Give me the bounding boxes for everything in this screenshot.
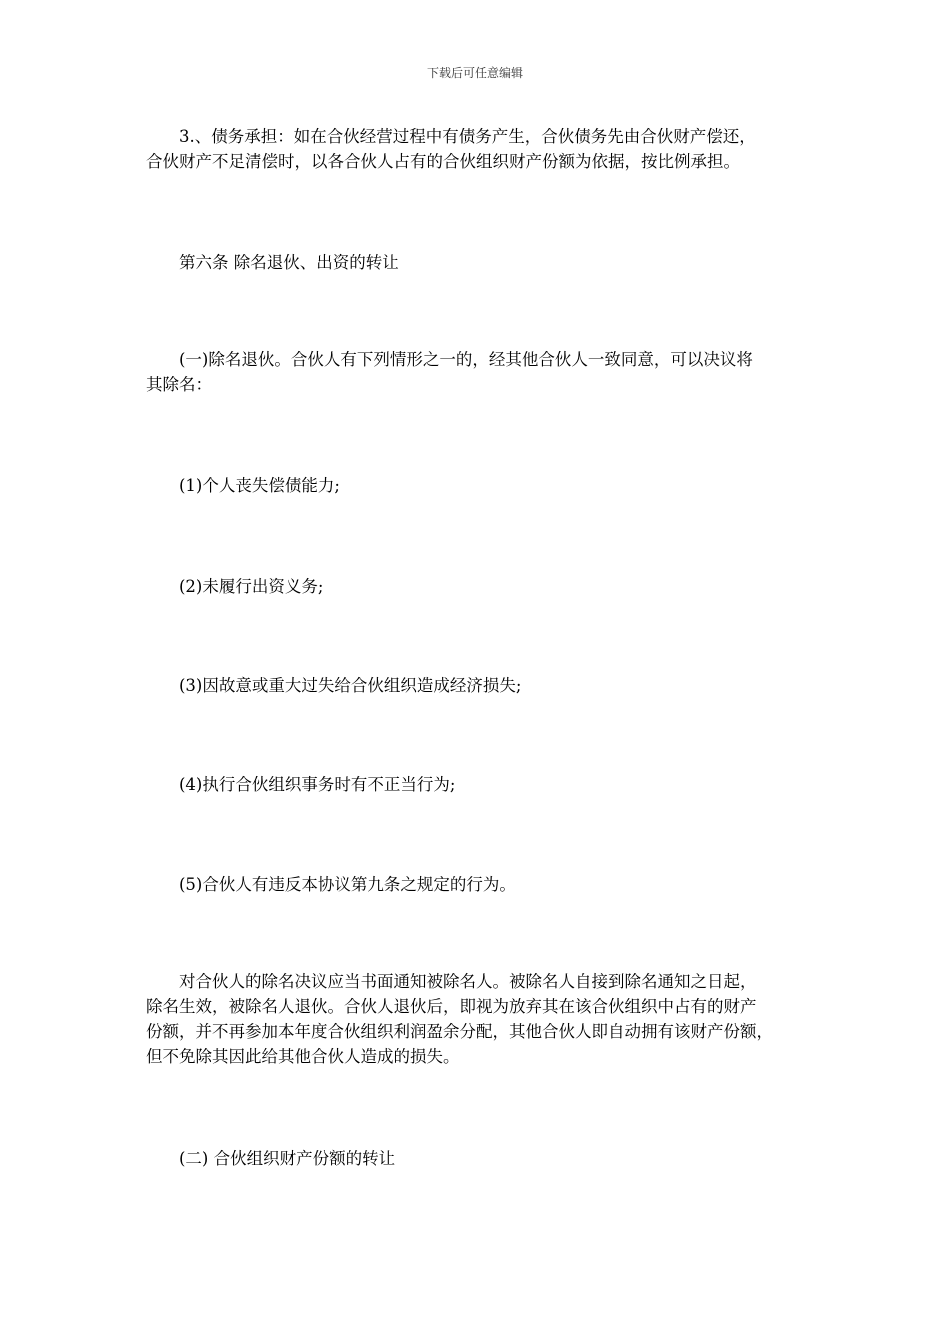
page-header: 下载后可任意编辑 [426, 66, 523, 80]
paragraph-line: (2)未履行出资义务; [179, 577, 324, 596]
paragraph-debt-liability [146, 124, 808, 174]
paragraph-line: 合伙财产不足清偿时，以各合伙人占有的合伙组织财产份额为依据，按比例承担。 [146, 152, 740, 171]
list-item-2 [146, 574, 808, 599]
paragraph-expulsion-intro [146, 347, 808, 397]
paragraph-expulsion-notice [146, 969, 808, 1069]
paragraph-line: (二) 合伙组织财产份额的转让 [179, 1149, 396, 1168]
list-item-5 [146, 872, 808, 897]
paragraph-line: (1)个人丧失偿债能力; [179, 476, 340, 495]
article-six-heading [146, 250, 808, 275]
paragraph-line: (一)除名退伙。合伙人有下列情形之一的，经其他合伙人一致同意，可以决议将 [179, 350, 753, 369]
list-item-4 [146, 772, 808, 797]
paragraph-line: (5)合伙人有违反本协议第九条之规定的行为。 [179, 875, 516, 894]
paragraph-line: 除名生效，被除名人退伙。合伙人退伙后，即视为放弃其在该合伙组织中占有的财产 [146, 997, 757, 1016]
list-item-3 [146, 673, 808, 698]
section-two-heading [146, 1146, 808, 1171]
list-item-1 [146, 473, 808, 498]
paragraph-line: 3.、债务承担：如在合伙经营过程中有债务产生，合伙债务先由合伙财产偿还， [179, 127, 756, 146]
paragraph-line: 对合伙人的除名决议应当书面通知被除名人。被除名人自接到除名通知之日起， [179, 972, 757, 991]
paragraph-line: (3)因故意或重大过失给合伙组织造成经济损失; [179, 676, 522, 695]
paragraph-line: 但不免除其因此给其他合伙人造成的损失。 [146, 1047, 460, 1066]
paragraph-line: 份额，并不再参加本年度合伙组织利润盈余分配，其他合伙人即自动拥有该财产份额， [146, 1022, 773, 1041]
paragraph-line: 第六条 除名退伙、出资的转让 [179, 253, 399, 272]
paragraph-line: 其除名： [146, 375, 212, 394]
paragraph-line: (4)执行合伙组织事务时有不正当行为; [179, 775, 456, 794]
